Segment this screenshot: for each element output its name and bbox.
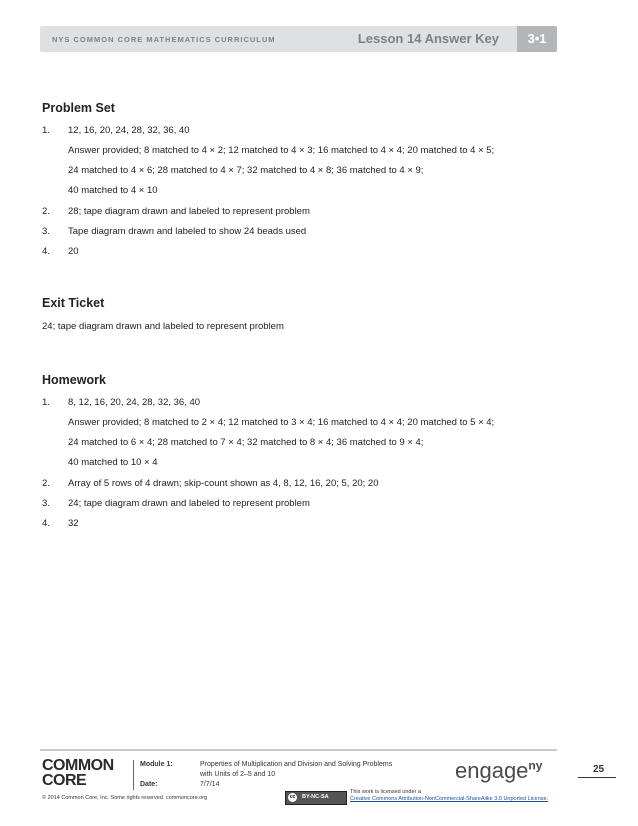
page-number: 25 xyxy=(593,764,605,775)
copyright-notice: © 2014 Common Core, Inc. Some rights reserved. commoncore.org xyxy=(42,795,208,801)
problem-set-item-1-line-4: 40 matched to 4 × 10 xyxy=(68,185,158,196)
cc-license-badge[interactable] xyxy=(285,791,347,805)
header-bar xyxy=(40,26,557,52)
date-label: Date: xyxy=(140,781,158,788)
problem-set-item-1-line-2: Answer provided; 8 matched to 4 × 2; 12 matched to 4 × 3; 16 matched to 4 × 4; 20 matched to 4 × 5; xyxy=(68,145,495,156)
lesson-title: Lesson 14 Answer Key xyxy=(357,31,499,46)
item-number: 1. xyxy=(42,125,50,136)
exit-ticket-text: 24; tape diagram drawn and labeled to represent problem xyxy=(42,321,284,332)
date-value: 7/7/14 xyxy=(200,781,220,788)
module-label: Module 1: xyxy=(140,761,173,768)
homework-item-2-text: Array of 5 rows of 4 drawn; skip-count shown as 4, 8, 12, 16, 20; 5, 20; 20 xyxy=(68,478,379,489)
license-notice xyxy=(350,789,548,803)
homework-item-4-text: 32 xyxy=(68,518,79,529)
problem-set-item-3-number: 3. xyxy=(42,226,50,237)
problem-set-item-1-line-1: 12, 16, 20, 24, 28, 32, 36, 40 xyxy=(68,125,190,136)
homework-item-1-line-3: 24 matched to 6 × 4; 28 matched to 7 × 4; 32 matched to 8 × 4; 36 matched to 9 × 4; xyxy=(68,437,424,448)
homework-item-1-line-2: Answer provided; 8 matched to 2 × 4; 12 matched to 3 × 4; 16 matched to 4 × 4; 20 matched to 5 × 4; xyxy=(68,417,495,428)
ny-superscript: ny xyxy=(528,758,543,773)
curriculum-title: NYS COMMON CORE MATHEMATICS CURRICULUM xyxy=(52,35,276,44)
license-link[interactable]: Creative Commons Attribution-NonCommercial-ShareAlike 3.0 Unported License. xyxy=(350,796,549,802)
homework-item-1-number: 1. xyxy=(42,397,50,408)
homework-item-4-number: 4. xyxy=(42,518,50,529)
exit-ticket-heading: Exit Ticket xyxy=(42,296,105,310)
problem-set-item-2-text: 28; tape diagram drawn and labeled to represent problem xyxy=(68,206,310,217)
problem-set-item-3-text: Tape diagram drawn and labeled to show 24 beads used xyxy=(68,226,307,237)
engageny-logo xyxy=(455,758,542,784)
homework-item-3-text: 24; tape diagram drawn and labeled to represent problem xyxy=(68,498,310,509)
common-core-logo xyxy=(42,758,114,788)
creative-commons-icon: cc xyxy=(289,794,296,800)
footer-divider xyxy=(133,760,134,790)
module-title-line-1: Properties of Multiplication and Division and Solving Problems xyxy=(200,761,393,768)
problem-set-item-4-number: 4. xyxy=(42,246,50,257)
license-badge-text: BY-NC-SA xyxy=(302,794,329,800)
homework-item-2-number: 2. xyxy=(42,478,50,489)
problem-set-heading: Problem Set xyxy=(42,101,115,115)
homework-item-1-line-1: 8, 12, 16, 20, 24, 28, 32, 36, 40 xyxy=(68,397,201,408)
homework-item-1-line-4: 40 matched to 10 × 4 xyxy=(68,457,158,468)
problem-set-item-1-line-3: 24 matched to 4 × 6; 28 matched to 4 × 7; 32 matched to 4 × 8; 36 matched to 4 × 9; xyxy=(68,165,424,176)
page-number-rule xyxy=(578,777,616,778)
homework-heading: Homework xyxy=(42,373,106,387)
homework-item-3-number: 3. xyxy=(42,498,50,509)
problem-set-item-2-number: 2. xyxy=(42,206,50,217)
engage-wordmark: engage xyxy=(455,758,529,783)
grade-badge: 3•1 xyxy=(517,26,557,52)
footer-rule xyxy=(40,749,557,751)
logo-line-core: CORE xyxy=(42,772,87,789)
logo-line-common: COMMON xyxy=(42,757,114,774)
module-title-line-2: with Units of 2–5 and 10 xyxy=(200,771,276,778)
problem-set-item-4-text: 20 xyxy=(68,246,79,257)
license-line-1: This work is licensed under a xyxy=(350,789,421,795)
